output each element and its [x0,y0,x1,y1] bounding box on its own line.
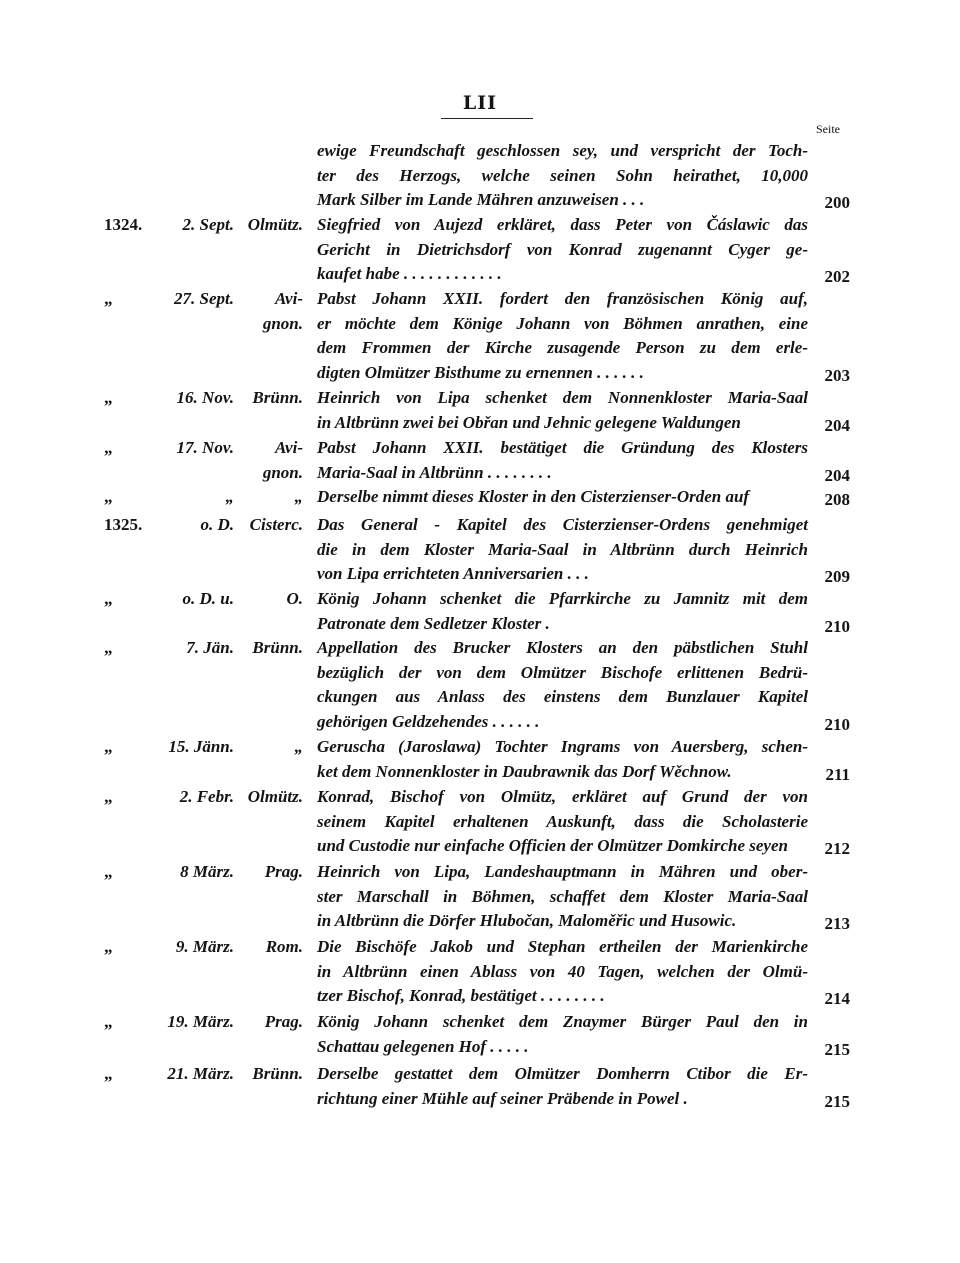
entry-place-line: Brünn. [252,638,303,657]
entry-year: 1325. [104,515,143,534]
description-line: Konrad, Bischof von Olmütz, erkläret auf Grund der von [317,787,808,806]
description-line: König Johann schenket dem Znaymer Bürger Paul den in [317,1012,808,1031]
description-line: Schattau gelegenen Hof . . . . . [317,1036,529,1056]
entry-page-number: 212 [824,839,850,859]
entry-date: 17. Nov. [176,438,234,457]
description-line: Mark Silber im Lande Mähren anzuweisen . . . [317,190,645,210]
entry-description [317,513,808,587]
entry-description [317,860,808,934]
description-line: König Johann schenket die Pfarrkirche zu Jamnitz mit dem [317,589,808,608]
entry-place-line: Brünn. [252,1064,303,1083]
entry-page-number: 204 [824,415,850,435]
entry-place [236,1010,303,1035]
entry-place-line: Avi- [274,289,303,308]
entry-date: 2. Febr. [179,787,234,806]
entry-year: „ [104,787,113,806]
description-line: ster Marschall in Böhmen, schaffet dem Kloster Maria-Saal [317,886,808,906]
entry-place-line: O. [286,589,303,608]
entry-page-number: 210 [824,616,850,636]
entry-year: „ [104,937,113,956]
entry-page-number: 215 [824,1039,850,1059]
entry-year: „ [104,1012,113,1031]
description-line: Heinrich von Lipa schenket dem Nonnenkloster Maria-Saal [317,388,808,407]
entry-description [317,785,808,859]
entry-place-line: gnon. [262,462,303,482]
entry-page-number: 210 [824,714,850,734]
description-line: er möchte dem Könige Johann von Böhmen anrathen, eine [317,313,808,333]
entry-page-number: 211 [825,764,850,784]
entry-place [236,785,303,810]
description-line: in Altbrünn einen Ablass von 40 Tagen, welchen der Olmü- [317,961,808,981]
title-rule [441,118,533,119]
entry-place [236,587,303,612]
description-line: tzer Bischof, Konrad, bestätiget . . . . . . . . [317,986,605,1006]
seite-label: Seite [816,122,840,136]
entry-place [236,636,303,661]
entry-description [317,935,808,1009]
entry-description [317,485,808,510]
entry-place-line: Prag. [264,862,303,881]
description-line: ket dem Nonnenkloster in Daubrawnik das Dorf Wěchnow. [317,761,732,781]
entry-description [317,1062,808,1111]
entry-year: „ [104,589,113,608]
entry-place-line: Brünn. [252,388,303,407]
entry-description [317,636,808,734]
entry-place [236,386,303,411]
entry-description [317,587,808,636]
description-line: kaufet habe . . . . . . . . . . . . [317,264,502,284]
description-line: bezüglich der von dem Olmützer Bischofe erlittenen Bedrü- [317,662,808,682]
description-line: Heinrich von Lipa, Landeshauptmann in Mähren und ober- [317,862,808,881]
description-line: Pabst Johann XXII. fordert den französischen König auf, [317,289,808,308]
entry-place-line: Olmütz. [247,787,303,806]
description-line: Derselbe gestattet dem Olmützer Domherrn Ctibor die Er- [317,1064,808,1083]
entry-place-line: Olmütz. [247,215,303,234]
entry-year: „ [104,438,113,457]
entry-place [236,860,303,885]
entry-description [317,287,808,385]
description-line: von Lipa errichteten Anniversarien . . . [317,564,589,584]
entry-page-number: 200 [824,193,850,213]
entry-place [236,485,303,510]
entry-page-number: 204 [824,465,850,485]
description-line: Patronate dem Sedletzer Kloster . [317,613,550,633]
entry-description [317,139,808,213]
description-line: Derselbe nimmt dieses Kloster in den Cisterzienser-Orden auf [317,487,750,506]
entry-date: 8 März. [180,862,234,881]
description-line: in Altbrünn die Dörfer Hlubočan, Maloměřic und Husowic. [317,911,737,931]
entry-place-line: Cisterc. [249,515,303,534]
entry-year: „ [104,487,113,506]
entry-date: 2. Sept. [182,215,234,234]
entry-description [317,386,808,435]
entry-date: 21. März. [167,1064,234,1083]
entry-description [317,436,808,485]
entry-date: 15. Jänn. [168,737,234,756]
entry-place [236,213,303,238]
entry-description [317,1010,808,1059]
entry-date: 9. März. [175,937,234,956]
entry-place [236,735,303,760]
description-line: seinem Kapitel erhaltenen Auskunft, dass die Scholasterie [317,811,808,831]
entry-place [236,935,303,960]
entry-description [317,213,808,287]
entry-page-number: 203 [824,365,850,385]
description-line: digten Olmützer Bisthume zu ernennen . . . . . . [317,362,644,382]
entry-year: „ [104,388,113,407]
entry-year: „ [104,737,113,756]
entry-page-number: 214 [824,989,850,1009]
description-line: Pabst Johann XXII. bestätiget die Gründung des Klosters [317,438,808,457]
description-line: ewige Freundschaft geschlossen sey, und verspricht der Toch- [317,141,808,160]
description-line: die in dem Kloster Maria-Saal in Altbrünn durch Heinrich [317,539,808,559]
description-line: Geruscha (Jaroslawa) Tochter Ingrams von Auersberg, schen- [317,737,808,756]
description-line: in Altbrünn zwei bei Obřan und Jehnic gelegene Waldungen [317,412,741,432]
entry-page-number: 209 [824,567,850,587]
entry-date: 16. Nov. [176,388,234,407]
entry-year: „ [104,862,113,881]
description-line: Die Bischöfe Jakob und Stephan ertheilen der Marienkirche [317,937,808,956]
description-line: Das General - Kapitel des Cisterzienser-Ordens genehmiget [317,515,808,534]
description-line: ckungen aus Anlass des einstens dem Bunzlauer Kapitel [317,687,808,707]
entry-place-line: „ [294,487,303,506]
entry-page-number: 208 [824,490,850,509]
entry-place-line: Rom. [265,937,303,956]
entry-description [317,735,808,784]
entry-place [236,287,303,336]
entry-page-number: 213 [824,914,850,934]
entry-year: 1324. [104,215,143,234]
entry-page-number: 215 [824,1091,850,1111]
description-line: dem Frommen der Kirche zusagende Person zu dem erle- [317,338,808,358]
entry-year: „ [104,1064,113,1083]
entry-date: „ [225,487,234,506]
entry-place-line: „ [294,737,303,756]
entry-place [236,436,303,485]
entry-place [236,1062,303,1087]
entry-date: o. D. [200,515,234,534]
description-line: richtung einer Mühle auf seiner Präbende in Powel . [317,1088,688,1108]
description-line: Siegfried von Aujezd erkläret, dass Peter von Čáslawic das [317,215,808,234]
page-title: LII [462,92,498,114]
description-line: Appellation des Brucker Klosters an den päbstlichen Stuhl [317,638,808,657]
description-line: und Custodie nur einfache Officien der Olmützer Domkirche seyen [317,836,788,856]
entry-place-line: gnon. [262,313,303,333]
description-line: Gericht in Dietrichsdorf von Konrad zugenannt Cyger ge- [317,239,808,259]
entry-place [236,513,303,538]
entry-year: „ [104,289,113,308]
description-line: gehörigen Geldzehendes . . . . . . [317,711,540,731]
entry-page-number: 202 [824,267,850,287]
entry-date: o. D. u. [182,589,234,608]
entry-date: 7. Jän. [186,638,234,657]
description-line: Maria-Saal in Altbrünn . . . . . . . . [317,462,552,482]
entry-place-line: Prag. [264,1012,303,1031]
entry-place-line: Avi- [274,438,303,457]
entry-date: 19. März. [167,1012,234,1031]
description-line: ter des Herzogs, welche seinen Sohn heirathet, 10,000 [317,165,808,185]
entry-year: „ [104,638,113,657]
entry-date: 27. Sept. [174,289,234,308]
